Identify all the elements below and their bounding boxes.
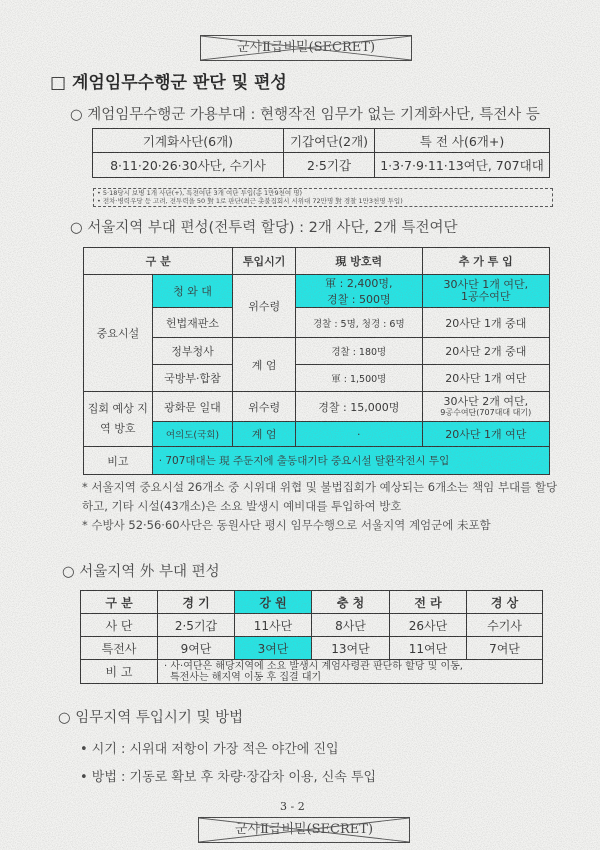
section2-heading: ○ 서울지역 부대 편성(전투력 할당) : 2개 사단, 2개 특전여단 — [70, 220, 458, 236]
time-cell: 계 엄 — [233, 338, 296, 392]
note-box — [93, 188, 553, 207]
add-cell: 20사단 2개 중대 — [422, 338, 549, 365]
seoul-units-table — [83, 247, 550, 475]
force-cell: 경찰 : 15,000명 — [296, 392, 423, 422]
stamp-text: 군사Ⅱ급비밀(SECRET) — [236, 40, 376, 55]
cell: 2·5기갑 — [158, 614, 235, 637]
row-label: 특전사 — [81, 637, 158, 660]
header-armor: 기갑여단(2개) — [284, 129, 375, 153]
row-name: 여의도(국회) — [152, 422, 233, 447]
header-cell: 충 청 — [312, 591, 390, 614]
note-line: • 5·18당시 보병 1개 사단(+), 특전여단 3개 여단 투입(총 1만9천여 명) — [97, 189, 303, 197]
outside-seoul-table — [80, 590, 543, 684]
bullet-method: • 방법 : 기동로 확보 후 차량·장갑차 이용, 신속 투입 — [80, 770, 377, 785]
cell: 11여단 — [390, 637, 467, 660]
add-line: 30사단 2개 여단, — [443, 394, 529, 408]
header-category: 구 분 — [84, 248, 233, 275]
time-cell: 위수령 — [233, 392, 296, 422]
add-cell — [422, 275, 549, 308]
classification-stamp-top — [200, 35, 412, 61]
cell: 11사단 — [235, 614, 312, 637]
force-line: 경찰 : 500명 — [327, 293, 391, 306]
header-special: 특 전 사(6개+) — [375, 129, 550, 153]
remark-line: 특전사는 해지역 이동 후 집결 대기 — [170, 671, 322, 683]
add-line: 1공수여단 — [461, 290, 511, 303]
header-force: 現 방호력 — [296, 248, 423, 275]
cell: 수기사 — [467, 614, 543, 637]
section1-heading: ○ 계엄임무수행군 가용부대 : 현행작전 임무가 없는 기계화사단, 특전사 등 — [70, 107, 540, 123]
add-line: 30사단 1개 여단, — [443, 278, 529, 291]
group-key-facilities: 중요시설 — [84, 275, 153, 392]
cell: 8사단 — [312, 614, 390, 637]
cell: 9여단 — [158, 637, 235, 660]
row-name: 헌법재판소 — [152, 308, 233, 338]
row-name: 청 와 대 — [152, 275, 233, 308]
value-special: 1·3·7·9·11·13여단, 707대대 — [375, 153, 550, 178]
add-cell: 20사단 1개 여단 — [422, 422, 549, 447]
footnote: * 수방사 52·56·60사단은 동원사단 평시 임무수행으로 서울지역 계엄군에 未포함 — [82, 518, 491, 532]
row-label: 사 단 — [81, 614, 158, 637]
cell: 7여단 — [467, 637, 543, 660]
header-time: 투입시기 — [233, 248, 296, 275]
section4-heading: ○ 임무지역 투입시기 및 방법 — [58, 710, 244, 726]
header-cell: 강 원 — [235, 591, 312, 614]
stamp-text: 군사Ⅱ급비밀(SECRET) — [234, 822, 374, 837]
force-cell: · — [296, 422, 423, 447]
footnote: * 서울지역 중요시설 26개소 중 시위대 위협 및 불법집회가 예상되는 6개소는 책임 부대를 할당하고, 기타 시설(43개소)은 소요 발생시 예비대를 투입하여 방호 — [82, 480, 558, 513]
page-number: 3 - 2 — [280, 800, 305, 813]
time-cell: 계 엄 — [233, 422, 296, 447]
remark-text: · 707대대는 現 주둔지에 출동대기타 중요시설 탈환작전시 투입 — [152, 447, 549, 475]
value-armor: 2·5기갑 — [284, 153, 375, 178]
cell: 13여단 — [312, 637, 390, 660]
header-cell: 경 상 — [467, 591, 543, 614]
add-line: 9공수여단(707대대 대기) — [440, 407, 532, 417]
force-cell — [296, 275, 423, 308]
section3-heading: ○ 서울지역 外 부대 편성 — [62, 564, 220, 580]
row-name: 국방부·합참 — [152, 365, 233, 392]
note-line: • 전차·병력우당 등 고려, 전투력을 50 對 1로 판단(최근 촛불집회시 시위대 72만명 對 경찰 1만3천명 투입) — [97, 197, 403, 205]
classification-stamp-bottom — [198, 817, 410, 843]
header-cell: 경 기 — [158, 591, 235, 614]
force-cell: 경찰 : 180명 — [296, 338, 423, 365]
force-line: 軍 : 2,400명, — [325, 277, 393, 290]
available-units-table — [92, 128, 550, 178]
header-mech: 기계화사단(6개) — [93, 129, 284, 153]
force-cell: 경찰 : 5명, 청경 : 6명 — [296, 308, 423, 338]
header-cell: 전 라 — [390, 591, 467, 614]
add-cell: 20사단 1개 여단 — [422, 365, 549, 392]
remark-line: · 사·여단은 해당지역에 소요 발생시 계엄사령관 판단하 할당 및 이동, — [164, 660, 463, 672]
value-mech: 8·11·20·26·30사단, 수기사 — [93, 153, 284, 178]
row-name: 정부청사 — [152, 338, 233, 365]
force-cell: 軍 : 1,500명 — [296, 365, 423, 392]
remark-text — [158, 660, 543, 684]
bullet-timing: • 시기 : 시위대 저항이 가장 적은 야간에 진입 — [80, 742, 339, 757]
cell: 3여단 — [235, 637, 312, 660]
remark-label: 비고 — [84, 447, 153, 475]
header-cell: 구 분 — [81, 591, 158, 614]
add-cell: 20사단 1개 중대 — [422, 308, 549, 338]
group-assembly-areas: 집회 예상 지역 방호 — [84, 392, 153, 447]
header-additional: 추 가 투 입 — [422, 248, 549, 275]
row-name: 광화문 일대 — [152, 392, 233, 422]
time-cell: 위수령 — [233, 275, 296, 338]
page-title: □ 계엄임무수행군 판단 및 편성 — [50, 73, 287, 93]
cell: 26사단 — [390, 614, 467, 637]
remark-label: 비 고 — [81, 660, 158, 684]
footnotes — [82, 478, 562, 535]
add-cell — [422, 392, 549, 422]
